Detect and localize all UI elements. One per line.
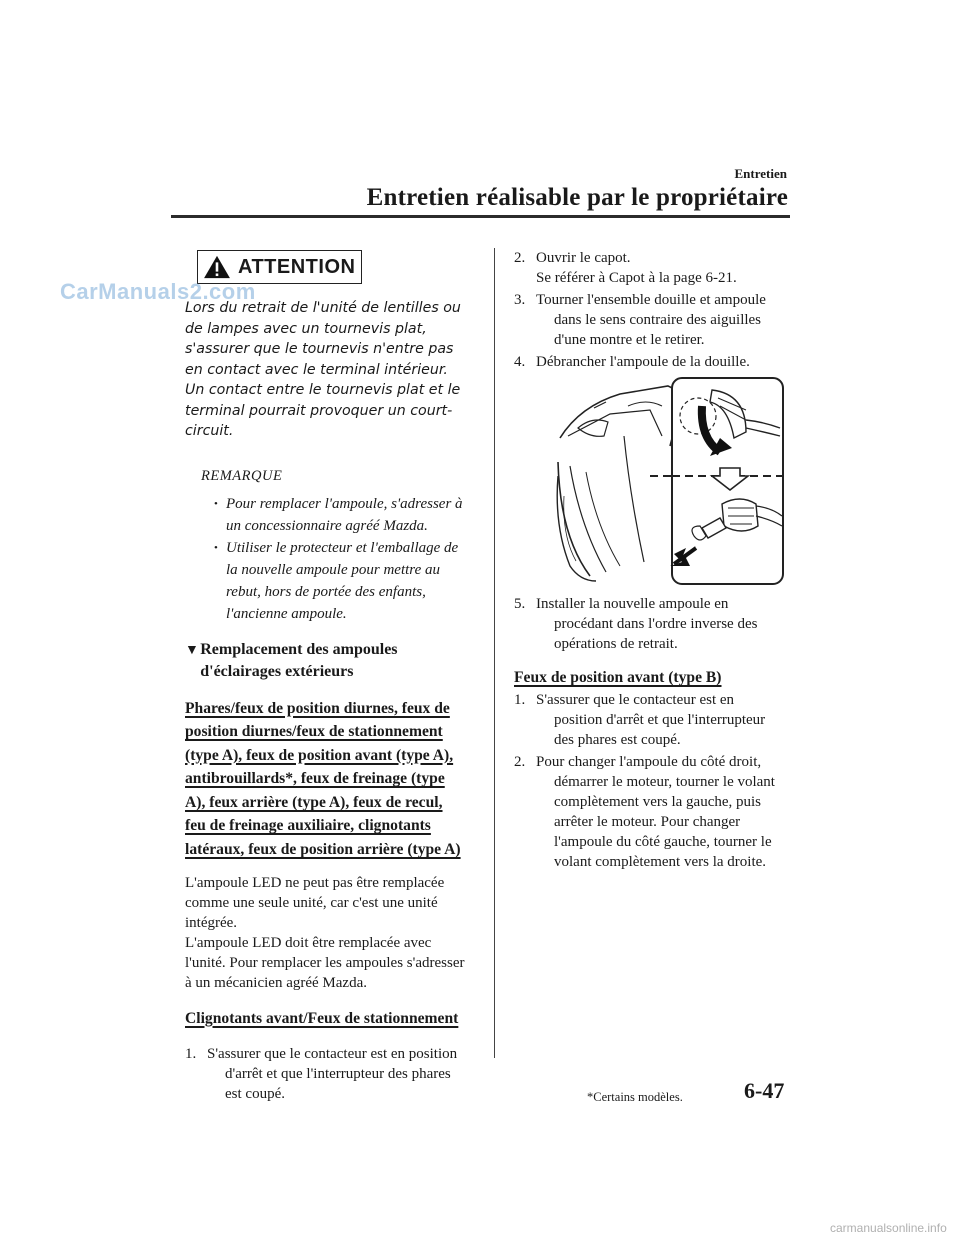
clignotants-steps-right (514, 248, 790, 372)
watermark-text: CarManuals2.com (60, 279, 256, 304)
column-divider (494, 248, 495, 1058)
led-heading: Phares/feux de position diurnes, feux de position diurnes/feux de stationnement (type A), feux de position avant (type A), antibrouillards*, feux de freinage (type A), feux arrière (type A), feux de recul, feu de freinage auxiliaire, clignotants latéraux, feux de position arrière (type A) (185, 699, 461, 859)
list-item: • Pour remplacer l'ampoule, s'adresser à un concessionnaire agréé Mazda. (211, 493, 473, 537)
header-section: Entretien (734, 166, 787, 181)
clignotants-heading: Clignotants avant/Feux de stationnement (185, 1009, 459, 1027)
remarque-list (211, 493, 473, 625)
list-item: 2. Pour changer l'ampoule du côté droit, démarrer le moteur, tourner le volant complètement vers la gauche, puis arrêter le moteur. Pour changer l'ampoule du côté gauche, tourner le volant complètement vers la droite. (514, 753, 775, 870)
bulb-removal-illustration (550, 376, 785, 586)
attention-text: Lors du retrait de l'unité de lentilles ou de lampes avec un tournevis plat, s'assurer que le tournevis n'entre pas en contact avec le terminal intérieur. Un contact entre le tournevis plat et le terminal pourrait provoquer un court-circuit. (185, 300, 461, 439)
list-item: • Utiliser le protecteur et l'emballage de la nouvelle ampoule pour mettre au rebut, hors de portée des enfants, l'ancienne ampoule. (211, 537, 473, 625)
led-paragraph-2: L'ampoule LED doit être remplacée avec l'unité. Pour remplacer les ampoules s'adresser à un mécanicien agréé Mazda. (185, 934, 465, 991)
list-item: 4. Débrancher l'ampoule de la douille. (514, 354, 750, 370)
footer-watermark: carmanualsonline.info (830, 1221, 947, 1235)
page-number: 6-47 (744, 1078, 785, 1103)
attention-label: ATTENTION (238, 255, 356, 278)
right-column (514, 248, 790, 874)
left-column (185, 250, 470, 1106)
list-item: 5. Installer la nouvelle ampoule en procédant dans l'ordre inverse des opérations de retrait. (514, 596, 758, 652)
clignotants-steps-left (185, 1044, 470, 1104)
section-title (185, 639, 470, 683)
page-title: Entretien réalisable par le propriétaire (366, 184, 788, 211)
led-paragraph-1: L'ampoule LED ne peut pas être remplacée comme une seule unité, car c'est une unité intégrée. (185, 874, 445, 931)
bulb-removal-figure (550, 376, 785, 586)
list-item: 1. S'assurer que le contacteur est en position d'arrêt et que l'interrupteur des phares est coupé. (514, 691, 766, 748)
section-title-text: Remplacement des ampoules d'éclairages extérieurs (200, 640, 398, 680)
warning-icon (202, 255, 232, 279)
footnote: *Certains modèles. (587, 1090, 683, 1104)
clignotants-steps-final (514, 594, 790, 654)
feux-position-heading: Feux de position avant (type B) (514, 669, 722, 686)
remarque-title: REMARQUE (201, 467, 283, 484)
list-item: 1. S'assurer que le contacteur est en position d'arrêt et que l'interrupteur des phares est coupé. (185, 1046, 458, 1103)
header-rule (171, 215, 790, 218)
list-item: 3. Tourner l'ensemble douille et ampoule dans le sens contraire des aiguilles d'une montre et le retirer. (514, 292, 766, 348)
triangle-down-icon: ▼ (185, 642, 199, 658)
feux-position-steps (514, 690, 790, 872)
list-item: 2. Ouvrir le capot. Se référer à Capot à la page 6-21. (514, 250, 737, 286)
